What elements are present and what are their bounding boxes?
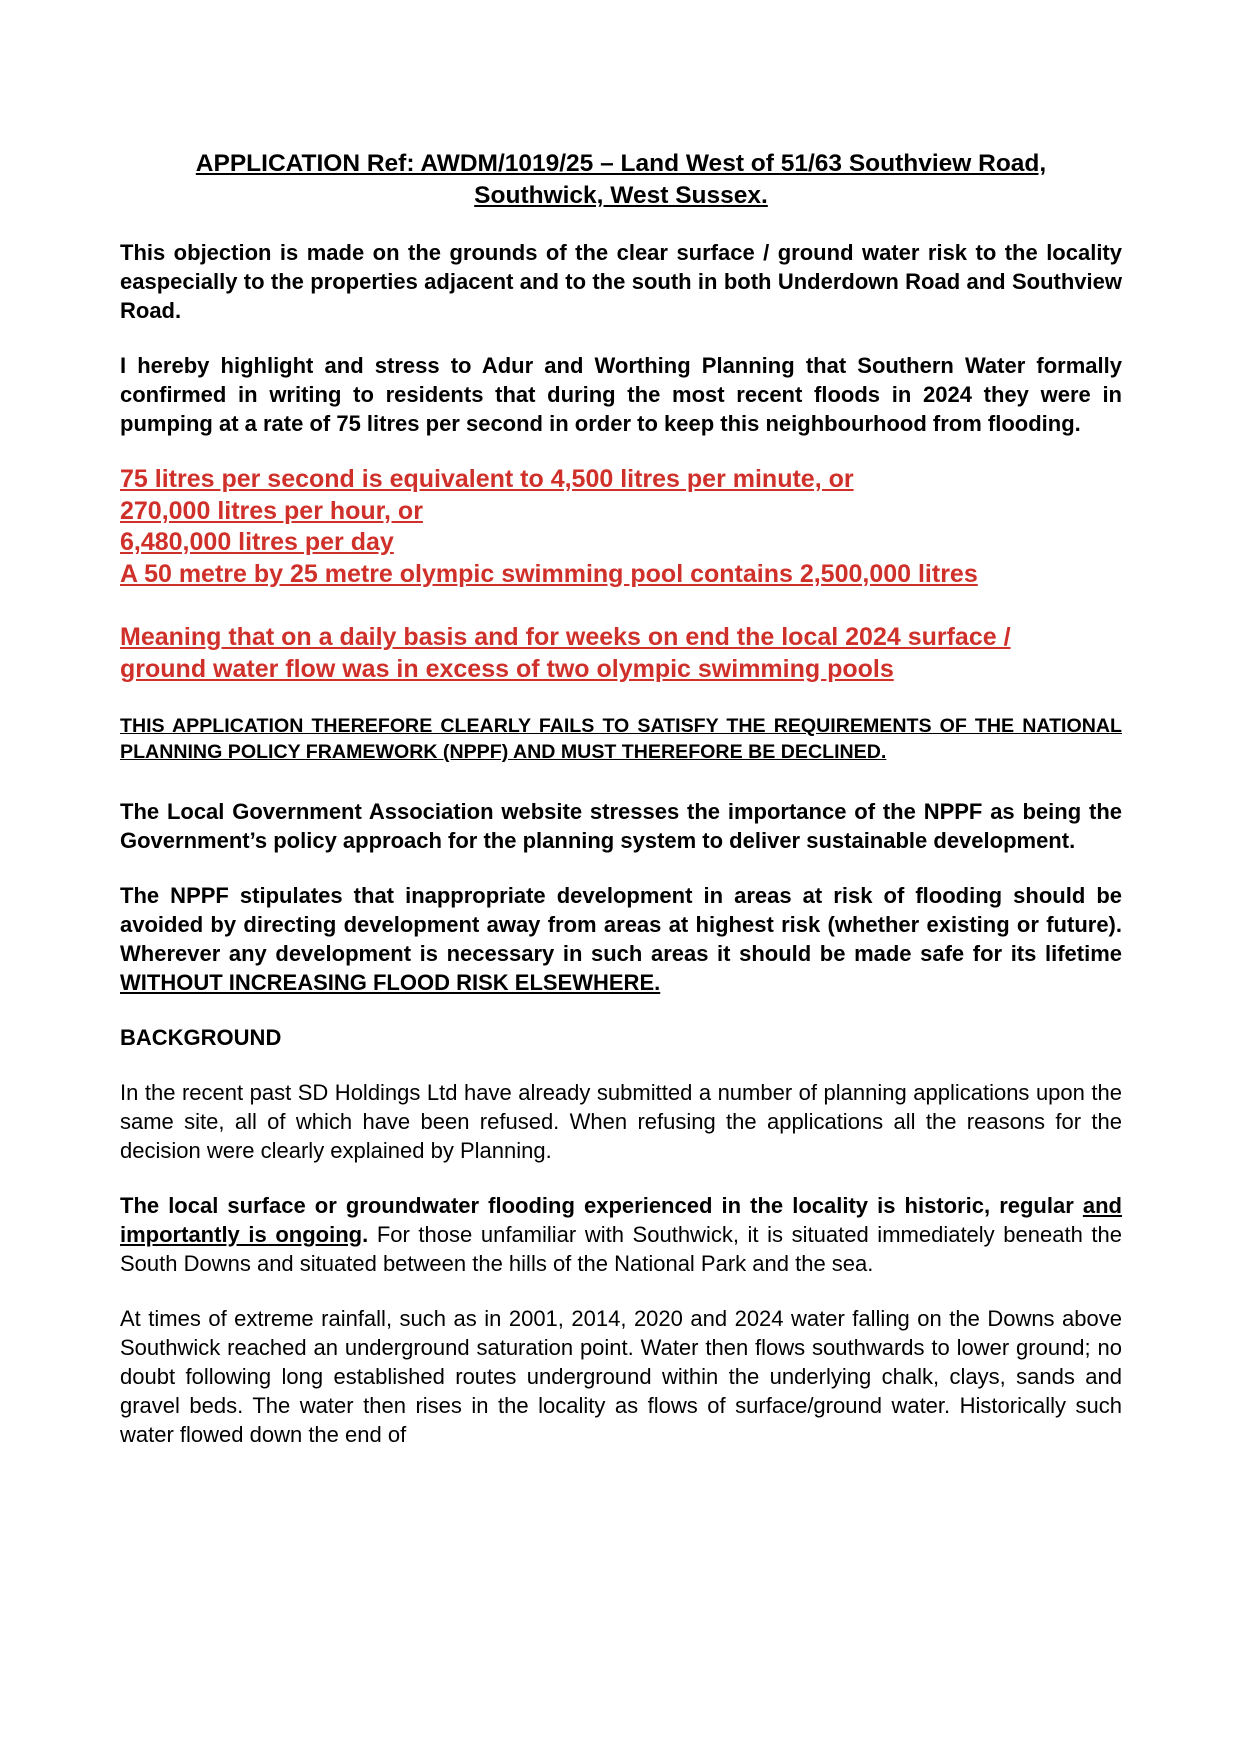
conversion-line-2: 270,000 litres per hour, or [120,496,423,525]
local-flooding-rest: For those unfamiliar with Southwick, it is situated immediately beneath the South Downs and situated between the hills of the National Park and the sea. [120,1222,1122,1276]
document-content [120,148,1122,1475]
meaning-line-1: Meaning that on a daily basis and for weeks on end the local 2024 surface / [120,623,1011,651]
conversion-line-1: 75 litres per second is equivalent to 4,500 litres per minute, or [120,465,854,493]
objection-paragraph: This objection is made on the grounds of the clear surface / ground water risk to the locality easpecially to the properties adjacent and to the south in both Underdown Road and Southview Road. [120,240,1122,323]
local-flooding-bold: The local surface or groundwater flooding experienced in the locality is historic, regular [120,1193,1083,1218]
meaning-line-2: ground water flow was in excess of two olympic swimming pools [120,654,894,683]
flow-conversion-block [120,464,1122,590]
nppf-emphasis: WITHOUT INCREASING FLOOD RISK ELSEWHERE. [120,970,661,995]
extreme-rainfall-paragraph: At times of extreme rainfall, such as in 2001, 2014, 2020 and 2024 water falling on the Downs above Southwick reached an underground saturation point. Water then flows southwards to lower ground; no doubt following long established routes underground within the underlying chalk, clays, sands and gravel beds. The water then rises in the locality as flows of surface/ground water. Historically such water flowed down the end of [120,1306,1122,1447]
nppf-text: The NPPF stipulates that inappropriate development in areas at risk of flooding should be avoided by directing development away from areas at highest risk (whether existing or future). Wherever any development is necessary in such areas it should be made safe for its lifetime [120,883,1122,966]
nppf-fail-statement: THIS APPLICATION THEREFORE CLEARLY FAILS TO SATISFY THE REQUIREMENTS OF THE NATIONAL PLANNING POLICY FRAMEWORK (NPPF) AND MUST THEREFORE BE DECLINED. [120,715,1122,763]
conversion-line-4: A 50 metre by 25 metre olympic swimming pool contains 2,500,000 litres [120,559,978,588]
title-line-1: APPLICATION Ref: AWDM/1019/25 – Land West of 51/63 Southview Road, [195,150,1047,177]
document-title [120,148,1122,212]
lga-paragraph: The Local Government Association website stresses the importance of the NPPF as being the Government’s policy approach for the planning system to deliver sustainable development. [120,799,1122,853]
southern-water-paragraph: I hereby highlight and stress to Adur and Worthing Planning that Southern Water formally confirmed in writing to residents that during the most recent floods in 2024 they were in pumping at a rate of 75 litres per second in order to keep this neighbourhood from flooding. [120,353,1122,436]
local-flooding-paragraph [120,1191,1122,1278]
background-heading: BACKGROUND [120,1025,282,1050]
local-flooding-underline: and importantly is ongoing [120,1193,1122,1247]
local-flooding-period: . [362,1222,369,1247]
conversion-line-3: 6,480,000 litres per day [120,528,394,556]
background-paragraph: In the recent past SD Holdings Ltd have already submitted a number of planning applications upon the same site, all of which have been refused. When refusing the applications all the reasons for the decision were clearly explained by Planning. [120,1080,1122,1163]
nppf-paragraph [120,881,1122,997]
title-line-2: Southwick, West Sussex. [474,182,768,209]
meaning-block [120,622,1122,685]
